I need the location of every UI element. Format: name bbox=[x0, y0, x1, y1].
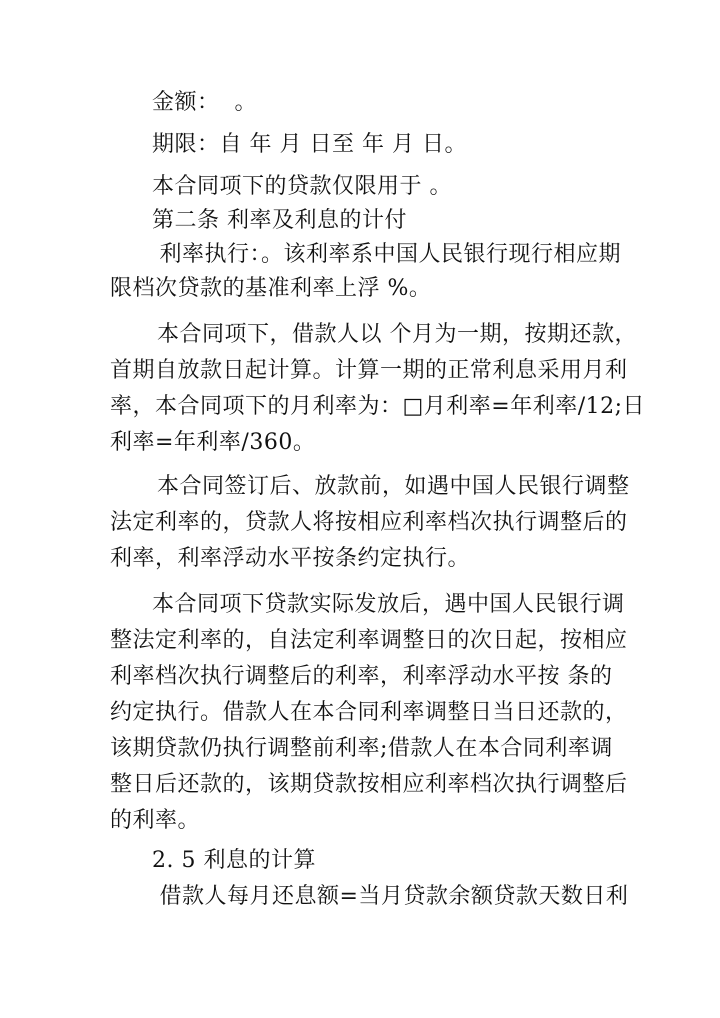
paragraph-line: 借款人每月还息额=当月贷款余额贷款天数日利 bbox=[152, 884, 629, 909]
paragraph-line: 首期自放款日起计算。计算一期的正常利息采用月利 bbox=[110, 358, 628, 383]
term-line: 期限：自 年 月 日至 年 月 日。 bbox=[152, 132, 467, 157]
paragraph-line: 约定执行。借款人在本合同利率调整日当日还款的， bbox=[110, 700, 628, 725]
paragraph-line: 法定利率的，贷款人将按相应利率档次执行调整后的 bbox=[110, 510, 628, 535]
paragraph-line: 利率执行：。该利率系中国人民银行现行相应期 bbox=[152, 242, 621, 267]
paragraph-line: 的利率。 bbox=[110, 808, 201, 833]
paragraph-line: 本合同项下贷款实际发放后，遇中国人民银行调 bbox=[152, 592, 625, 617]
paragraph-line: 率，本合同项下的月利率为：□月利率=年利率/12;日 bbox=[110, 394, 646, 419]
paragraph-line: 整法定利率的，自法定利率调整日的次日起，按相应 bbox=[110, 628, 628, 653]
section-heading: 第二条 利率及利息的计付 bbox=[152, 208, 407, 233]
amount-line: 金额： 。 bbox=[152, 90, 257, 115]
paragraph-line: 该期贷款仍执行调整前利率;借款人在本合同利率调 bbox=[110, 736, 613, 761]
paragraph-line: 限档次贷款的基准利率上浮 %。 bbox=[110, 276, 432, 301]
paragraph-line: 利率=年利率/360。 bbox=[110, 430, 316, 455]
paragraph-line: 利率，利率浮动水平按条约定执行。 bbox=[110, 546, 471, 571]
paragraph-line: 本合同签订后、放款前，如遇中国人民银行调整 bbox=[142, 474, 630, 499]
paragraph-line: 整日后还款的，该期贷款按相应利率档次执行调整后 bbox=[110, 772, 628, 797]
subsection-heading: 2. 5 利息的计算 bbox=[152, 848, 316, 873]
paragraph-line: 本合同项下，借款人以 个月为一期，按期还款， bbox=[142, 322, 637, 347]
purpose-line: 本合同项下的贷款仅限用于 。 bbox=[152, 174, 452, 199]
paragraph-line: 利率档次执行调整后的利率，利率浮动水平按 条的 bbox=[110, 664, 613, 689]
